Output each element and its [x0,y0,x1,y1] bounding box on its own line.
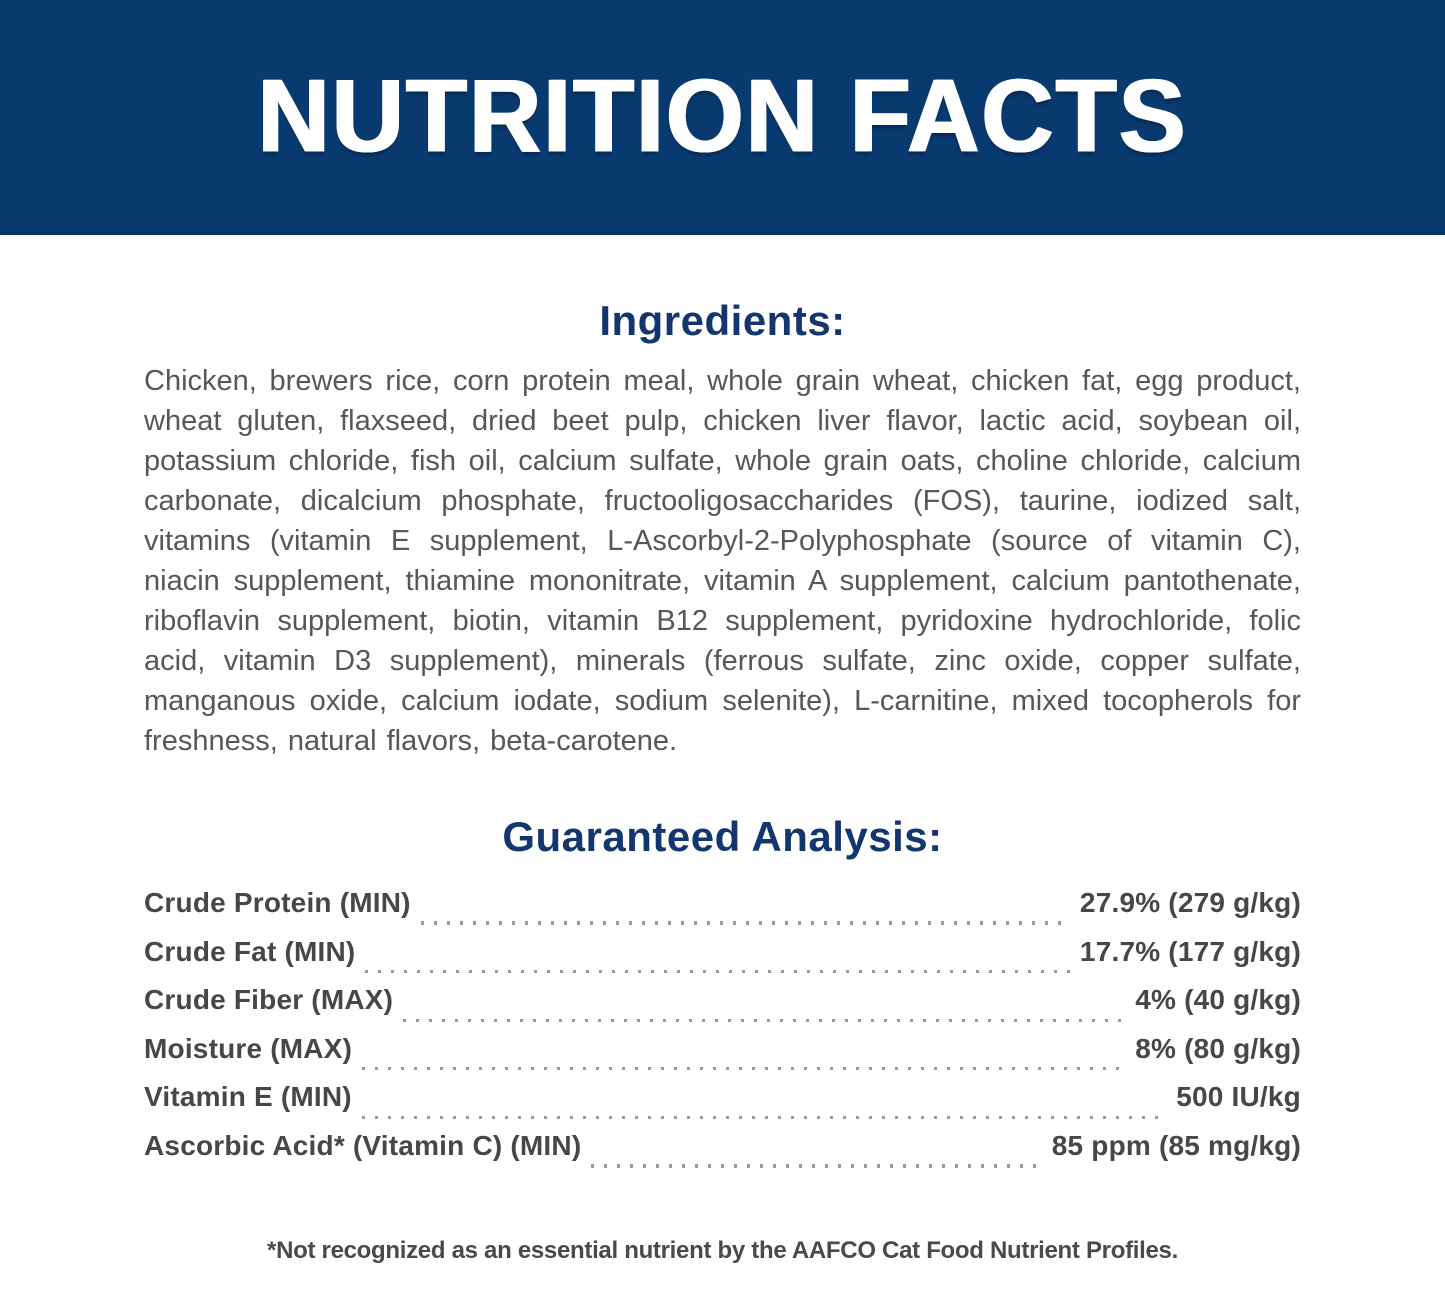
analysis-row-value: 27.9% (279 g/kg) [1079,887,1301,918]
analysis-row-label: Ascorbic Acid* (Vitamin C) (MIN) [144,1129,582,1161]
ingredients-heading: Ingredients: [599,297,846,344]
analysis-row-value: 500 IU/kg [1176,1081,1301,1113]
table-row [144,936,1301,985]
table-row [144,1081,1301,1130]
dotted-leader [362,1116,1166,1119]
guaranteed-analysis-heading: Guaranteed Analysis: [502,813,943,860]
dotted-leader [591,1164,1041,1167]
dotted-leader [421,921,1070,924]
analysis-row-value: 85 ppm (85 mg/kg) [1051,1129,1301,1161]
analysis-row-value: 4% (40 g/kg) [1135,984,1301,1016]
analysis-row-value: 17.7% (177 g/kg) [1079,935,1301,967]
ingredients-paragraph: Chicken, brewers rice, corn protein meal, whole grain wheat, chicken fat, egg product, wheat gluten, flaxseed, dried beet pulp, chicken liver flavor, lactic acid, soybean oil, potassium chloride, fish oil, calcium sulfate, whole grain oats, choline chloride, calcium carbonate, dicalcium phosphate, fructooligosaccharides (FOS), taurine, iodized salt, vitamins (vitamin E supplement, L-Ascorbyl-2-Polyphosphate (source of vitamin C), niacin supplement, thiamine mononitrate, vitamin A supplement, calcium pantothenate, riboflavin supplement, biotin, vitamin B12 supplement, pyridoxine hydrochloride, folic acid, vitamin D3 supplement), minerals (ferrous sulfate, zinc oxide, copper sulfate, manganous oxide, calcium iodate, sodium selenite), L-carnitine, mixed tocopherols for freshness, natural flavors, beta-carotene. [144,365,1301,757]
guaranteed-analysis-table [144,887,1301,1179]
aafco-footnote: *Not recognized as an essential nutrient by the AAFCO Cat Food Nutrient Profiles. [267,1236,1178,1264]
dotted-leader [362,1067,1125,1070]
table-row [144,887,1301,936]
analysis-row-label: Moisture (MAX) [144,1032,353,1064]
analysis-row-label: Crude Protein (MIN) [144,887,411,918]
analysis-row-label: Vitamin E (MIN) [144,1081,352,1113]
analysis-row-label: Crude Fiber (MAX) [144,984,394,1016]
dotted-leader [365,970,1069,973]
dotted-leader [403,1019,1125,1022]
title-banner [0,0,1445,235]
analysis-row-value: 8% (80 g/kg) [1135,1032,1301,1064]
table-row [144,1130,1301,1179]
page-title: NUTRITION FACTS [257,57,1188,174]
analysis-row-label: Crude Fat (MIN) [144,935,356,967]
table-row [144,984,1301,1033]
table-row [144,1033,1301,1082]
